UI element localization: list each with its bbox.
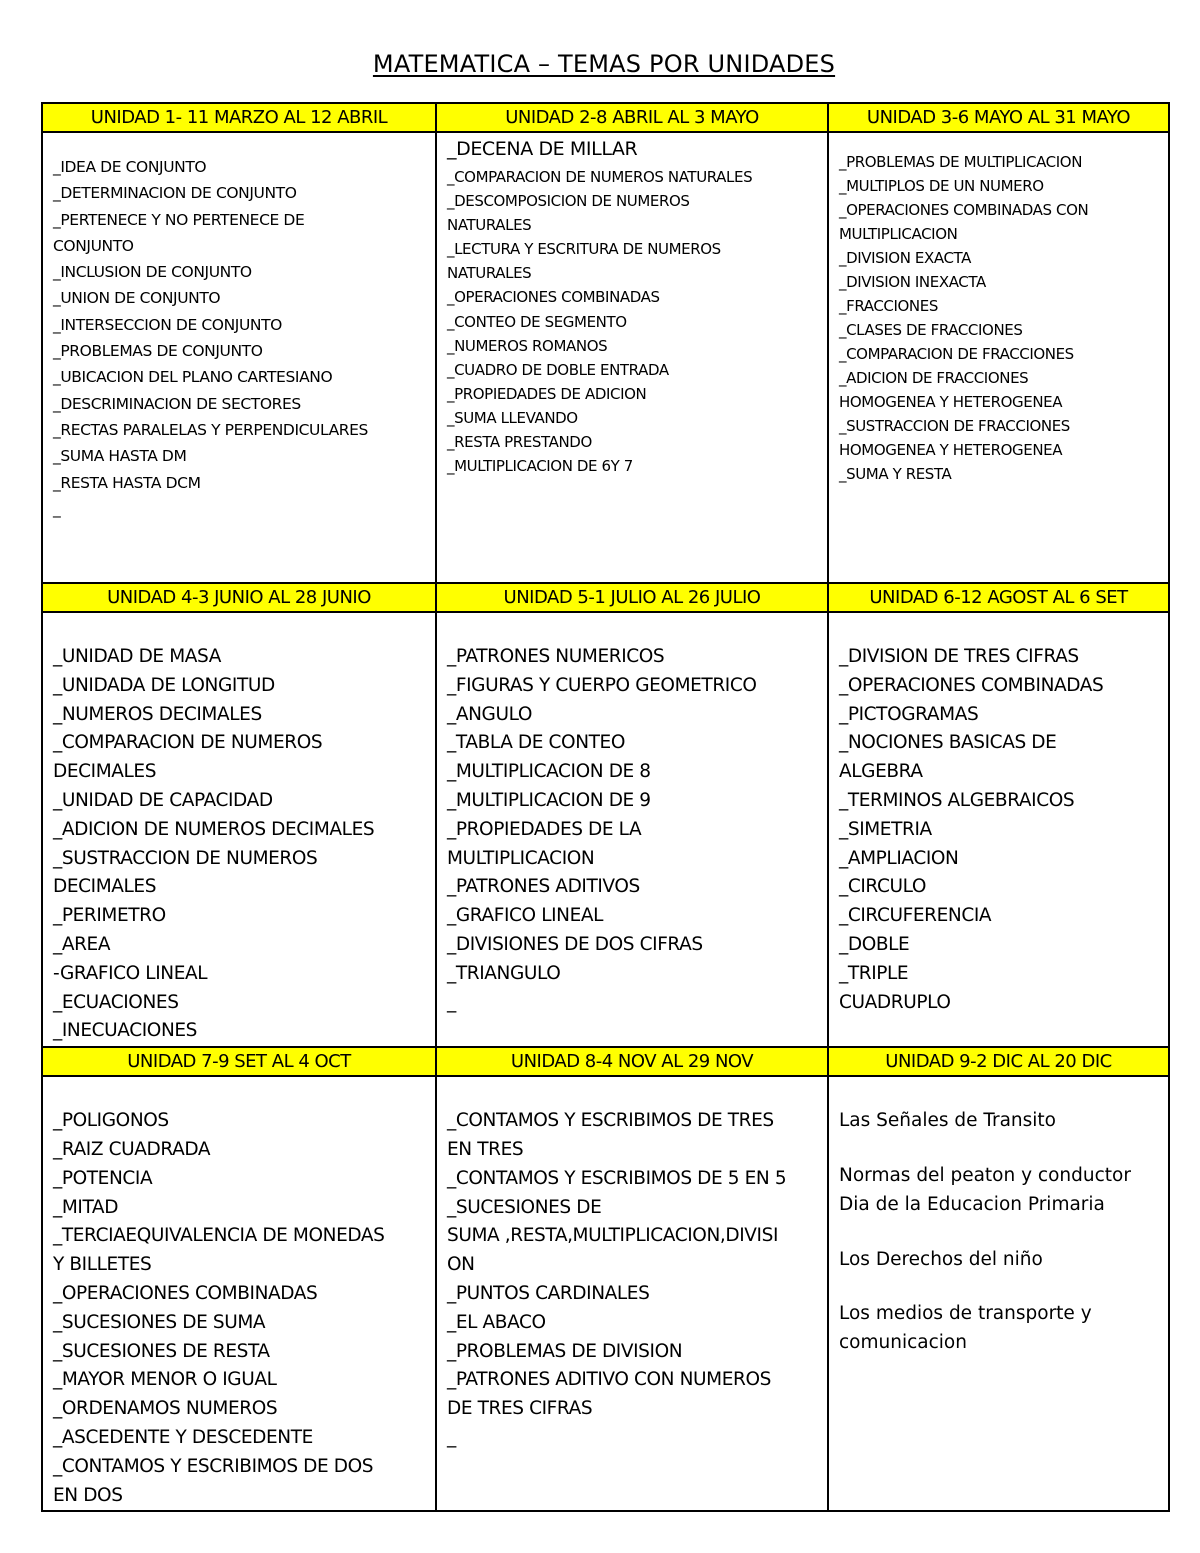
topic-item: _OPERACIONES COMBINADAS xyxy=(447,288,660,307)
unit-topics xyxy=(828,1076,1169,1511)
topic-item: CONJUNTO xyxy=(53,236,134,255)
topic-item: _ANGULO xyxy=(447,703,533,725)
topic-item: _PUNTOS CARDINALES xyxy=(447,1282,650,1304)
topic-item: Los Derechos del niño xyxy=(839,1248,1043,1270)
topic-item: _UNIDAD DE MASA xyxy=(53,646,221,667)
topic-item: _SUCESIONES DE RESTA xyxy=(53,1340,270,1362)
topic-item: _ADICION DE NUMEROS DECIMALES xyxy=(53,818,375,840)
topic-item: _DETERMINACION DE CONJUNTO xyxy=(53,184,297,203)
topic-item: _DIVISIONES DE DOS CIFRAS xyxy=(447,933,703,955)
topic-item: _DIVISION INEXACTA xyxy=(839,273,986,291)
unit-header: UNIDAD 2-8 ABRIL AL 3 MAYO xyxy=(436,103,828,132)
topic-item: _SUCESIONES DE SUMA xyxy=(53,1311,266,1333)
topic-item: _RESTA HASTA DCM xyxy=(53,473,201,492)
topic-item: _MULTIPLICACION DE 8 xyxy=(447,761,651,783)
topic-item: _UNIDADA DE LONGITUD xyxy=(53,674,275,696)
topic-item: _AREA xyxy=(53,933,111,955)
topic-item: _TRIANGULO xyxy=(447,962,561,984)
topic-item: NATURALES xyxy=(447,216,532,235)
topic-item: _DECENA DE MILLAR xyxy=(447,138,638,160)
topic-item: MULTIPLICACION xyxy=(447,847,595,869)
topic-item: _ xyxy=(53,499,61,518)
topic-item: _FIGURAS Y CUERPO GEOMETRICO xyxy=(447,674,757,696)
topic-item: _CONTAMOS Y ESCRIBIMOS DE 5 EN 5 xyxy=(447,1167,787,1189)
topic-item: CUADRUPLO xyxy=(839,991,951,1013)
unit-topics xyxy=(828,612,1169,1047)
content-row xyxy=(42,132,1169,583)
topic-item: _INCLUSION DE CONJUNTO xyxy=(53,263,252,282)
topic-item: _PROPIEDADES DE LA xyxy=(447,818,642,840)
topic-item: _TRIPLE xyxy=(839,962,909,984)
topic-item: SUMA ,RESTA,MULTIPLICACION,DIVISI xyxy=(447,1225,779,1247)
topic-item: _PATRONES ADITIVOS xyxy=(447,876,640,898)
unit-topics xyxy=(436,612,828,1047)
topic-item: ON xyxy=(447,1254,475,1276)
topic-item: _SUSTRACCION DE FRACCIONES xyxy=(839,417,1070,435)
unit-header: UNIDAD 4-3 JUNIO AL 28 JUNIO xyxy=(42,583,436,612)
topic-item: _INECUACIONES xyxy=(53,1020,198,1042)
topic-item: _RAIZ CUADRADA xyxy=(53,1138,211,1160)
topic-item: _COMPARACION DE FRACCIONES xyxy=(839,345,1074,363)
topic-item: -GRAFICO LINEAL xyxy=(53,962,208,984)
unit-topics xyxy=(436,132,828,583)
topic-item: EN TRES xyxy=(447,1138,524,1160)
topic-item: _PROBLEMAS DE MULTIPLICACION xyxy=(839,153,1083,171)
document-title: MATEMATICA – TEMAS POR UNIDADES xyxy=(372,50,836,78)
topic-item: _NOCIONES BASICAS DE xyxy=(839,732,1057,754)
topic-item: _DIVISION DE TRES CIFRAS xyxy=(839,646,1079,667)
topic-item: _ORDENAMOS NUMEROS xyxy=(53,1398,278,1420)
topic-item: _NUMEROS DECIMALES xyxy=(53,703,262,725)
unit-topics xyxy=(436,1076,828,1511)
topic-item: _CIRCUFERENCIA xyxy=(839,905,992,927)
topic-item: _DOBLE xyxy=(839,933,910,955)
topic-item: _TERMINOS ALGEBRAICOS xyxy=(839,789,1075,811)
topic-item: _MULTIPLOS DE UN NUMERO xyxy=(839,177,1044,195)
topic-item: _OPERACIONES COMBINADAS xyxy=(839,674,1104,696)
topic-item: _EL ABACO xyxy=(447,1311,546,1333)
topic-item: _TERCIAEQUIVALENCIA DE MONEDAS xyxy=(53,1225,385,1247)
topic-item: _OPERACIONES COMBINADAS CON xyxy=(839,201,1089,219)
topic-item: DECIMALES xyxy=(53,876,157,898)
topic-item: _CONTAMOS Y ESCRIBIMOS DE TRES xyxy=(447,1110,774,1132)
topic-item: _PROPIEDADES DE ADICION xyxy=(447,384,647,403)
unit-topics xyxy=(42,1076,436,1511)
topic-item: _CLASES DE FRACCIONES xyxy=(839,321,1023,339)
topic-item: _NUMEROS ROMANOS xyxy=(447,336,608,355)
topic-item: _CIRCULO xyxy=(839,876,927,898)
topic-item: _UNIDAD DE CAPACIDAD xyxy=(53,789,273,811)
topic-item: _CONTAMOS Y ESCRIBIMOS DE DOS xyxy=(53,1455,374,1477)
topic-item: _AMPLIACION xyxy=(839,847,959,869)
topic-item: Normas del peaton y conductor xyxy=(839,1164,1131,1186)
topic-item: DECIMALES xyxy=(53,761,157,783)
topic-item: _UBICACION DEL PLANO CARTESIANO xyxy=(53,368,333,387)
topic-item: _CONTEO DE SEGMENTO xyxy=(447,312,627,331)
topic-item: _SUMA LLEVANDO xyxy=(447,408,578,427)
topic-item: _SUMA HASTA DM xyxy=(53,447,187,466)
topic-item: _IDEA DE CONJUNTO xyxy=(53,158,207,176)
topic-item: Y BILLETES xyxy=(53,1254,152,1276)
topic-item: _SUSTRACCION DE NUMEROS xyxy=(53,847,318,869)
topic-item: _COMPARACION DE NUMEROS NATURALES xyxy=(447,168,753,186)
unit-topics xyxy=(828,132,1169,583)
topic-item: _SUMA Y RESTA xyxy=(839,465,952,483)
topic-item: _PERTENECE Y NO PERTENECE DE xyxy=(53,210,305,229)
content-row xyxy=(42,1076,1169,1511)
topic-item: _POTENCIA xyxy=(53,1167,153,1189)
topic-item: HOMOGENEA Y HETEROGENEA xyxy=(839,441,1063,459)
topic-item: _CUADRO DE DOBLE ENTRADA xyxy=(447,360,669,379)
topic-item: _ xyxy=(447,1426,456,1448)
topic-item: _DESCOMPOSICION DE NUMEROS xyxy=(447,192,690,211)
topic-item: _GRAFICO LINEAL xyxy=(447,905,604,927)
unit-topics xyxy=(42,612,436,1047)
topic-item: _PATRONES NUMERICOS xyxy=(447,646,665,667)
topic-item: _DESCRIMINACION DE SECTORES xyxy=(53,394,301,413)
topic-item: _POLIGONOS xyxy=(53,1110,169,1132)
unit-header: UNIDAD 1- 11 MARZO AL 12 ABRIL xyxy=(42,103,436,132)
topic-item: _OPERACIONES COMBINADAS xyxy=(53,1282,318,1304)
topic-item: HOMOGENEA Y HETEROGENEA xyxy=(839,393,1063,411)
topic-item: _RESTA PRESTANDO xyxy=(447,433,592,452)
topic-item: _PROBLEMAS DE CONJUNTO xyxy=(53,342,263,361)
topic-item: _MAYOR MENOR O IGUAL xyxy=(53,1369,277,1391)
topic-item: _TABLA DE CONTEO xyxy=(447,732,626,754)
topic-item: _ECUACIONES xyxy=(53,991,179,1013)
topic-item: _MULTIPLICACION DE 6Y 7 xyxy=(447,457,633,476)
header-row xyxy=(42,1047,1169,1076)
topic-item: _COMPARACION DE NUMEROS xyxy=(53,732,323,754)
content-row xyxy=(42,612,1169,1047)
topic-item: _PICTOGRAMAS xyxy=(839,703,979,725)
unit-header: UNIDAD 3-6 MAYO AL 31 MAYO xyxy=(828,103,1169,132)
topic-item: _PERIMETRO xyxy=(53,905,166,927)
topic-item: _RECTAS PARALELAS Y PERPENDICULARES xyxy=(53,420,368,439)
topic-item: _FRACCIONES xyxy=(839,297,938,315)
topic-item: NATURALES xyxy=(447,264,532,283)
unit-header: UNIDAD 7-9 SET AL 4 OCT xyxy=(42,1047,436,1076)
topic-item: Los medios de transporte y xyxy=(839,1303,1092,1325)
topic-item: _ xyxy=(447,991,456,1013)
topic-item: _SUCESIONES DE xyxy=(447,1196,602,1218)
topic-item: EN DOS xyxy=(53,1484,123,1506)
topic-item: _UNION DE CONJUNTO xyxy=(53,289,221,308)
topic-item: _MULTIPLICACION DE 9 xyxy=(447,789,651,811)
header-row xyxy=(42,583,1169,612)
unit-topics xyxy=(42,132,436,583)
topic-item: _DIVISION EXACTA xyxy=(839,249,971,267)
topic-item: Dia de la Educacion Primaria xyxy=(839,1193,1105,1215)
topic-item: _ADICION DE FRACCIONES xyxy=(839,369,1029,387)
topic-item: _PATRONES ADITIVO CON NUMEROS xyxy=(447,1369,771,1391)
topic-item: _PROBLEMAS DE DIVISION xyxy=(447,1340,683,1362)
unit-header: UNIDAD 6-12 AGOST AL 6 SET xyxy=(828,583,1169,612)
topic-item: comunicacion xyxy=(839,1332,967,1354)
unit-header: UNIDAD 8-4 NOV AL 29 NOV xyxy=(436,1047,828,1076)
topic-item: MULTIPLICACION xyxy=(839,225,958,243)
topic-item: _MITAD xyxy=(53,1196,119,1218)
unit-header: UNIDAD 5-1 JULIO AL 26 JULIO xyxy=(436,583,828,612)
units-table xyxy=(41,102,1170,1512)
topic-item: Las Señales de Transito xyxy=(839,1110,1056,1132)
topic-item: DE TRES CIFRAS xyxy=(447,1398,593,1420)
topic-item: _LECTURA Y ESCRITURA DE NUMEROS xyxy=(447,240,721,259)
topic-item: _ASCEDENTE Y DESCEDENTE xyxy=(53,1426,313,1448)
topic-item: _INTERSECCION DE CONJUNTO xyxy=(53,315,282,334)
topic-item: ALGEBRA xyxy=(839,761,923,783)
header-row xyxy=(42,103,1169,132)
topic-item: _SIMETRIA xyxy=(839,818,932,840)
unit-header: UNIDAD 9-2 DIC AL 20 DIC xyxy=(828,1047,1169,1076)
